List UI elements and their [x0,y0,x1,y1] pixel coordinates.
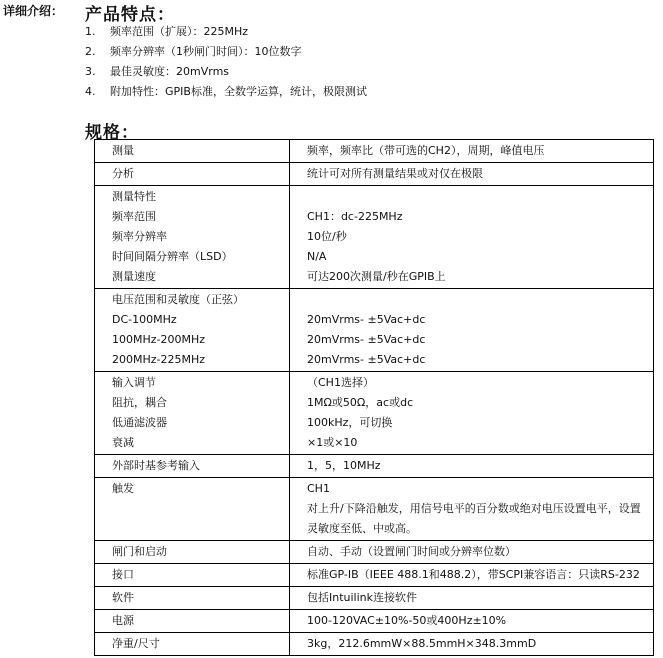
spec-value-cell [290,163,654,186]
spec-value: 100-120VAC±10%-50或400Hz±10% [307,614,507,627]
spec-label-cell [95,163,290,186]
features-list [85,22,367,102]
feature-item [85,82,367,102]
spec-label: 低通滤波器 [112,416,167,429]
spec-row [95,478,654,541]
feature-item [85,62,367,82]
spec-value: 10位/秒 [307,230,347,243]
feature-text: 频率范围（扩展）：225MHz [110,25,249,38]
spec-value-cell [290,478,654,541]
spec-label-cell [95,478,290,541]
spec-label-cell [95,633,290,656]
spec-row [95,633,654,656]
spec-label: 触发 [112,482,134,495]
spec-value: 可达200次测量/秒在GPIB上 [307,270,446,283]
spec-label: 200MHz-225MHz [112,353,206,366]
spec-label: 接口 [112,568,134,581]
spec-label-cell [95,186,290,289]
spec-table [94,139,654,656]
spec-row [95,610,654,633]
features-title: 产品特点： [85,5,175,25]
spec-row [95,289,654,372]
spec-value: 100kHz，可切换 [307,416,393,429]
spec-row [95,186,654,289]
spec-label: 净重/尺寸 [112,637,160,650]
spec-value-cell [290,289,654,372]
spec-value-cell [290,633,654,656]
spec-value: 标准GP-IB（IEEE 488.1和488.2），带SCPI兼容语言：只读RS-232 [307,568,640,581]
feature-text: 附加特性：GPIB标准，全数学运算，统计，极限测试 [110,85,367,98]
spec-label-cell [95,289,290,372]
spec-label: 软件 [112,591,134,604]
spec-value: 频率，频率比（带可选的CH2），周期，峰值电压 [307,144,545,157]
spec-row [95,587,654,610]
spec-label: 分析 [112,167,134,180]
spec-label: 频率分辨率 [112,230,167,243]
spec-value: N/A [307,250,327,263]
spec-label: 衰减 [112,436,134,449]
spec-value: 1MΩ或50Ω，ac或dc [307,396,414,409]
spec-label: 电源 [112,614,134,627]
spec-value-cell [290,541,654,564]
spec-title: 规格： [85,123,139,143]
spec-value [307,290,653,310]
spec-value-cell [290,587,654,610]
spec-value-cell [290,372,654,455]
feature-number: 1. [85,25,96,38]
spec-row [95,455,654,478]
spec-value [307,187,653,207]
spec-value-cell [290,610,654,633]
spec-label: 外部时基参考输入 [112,459,200,472]
spec-label: 电压范围和灵敏度（正弦） [112,293,244,306]
spec-label: 测量特性 [112,190,156,203]
spec-value-cell [290,564,654,587]
spec-value: 20mVrms- ±5Vac+dc [307,313,426,326]
spec-value: CH1 [307,482,330,495]
feature-number: 3. [85,65,96,78]
spec-label-cell [95,587,290,610]
spec-label-cell [95,140,290,163]
spec-value-cell [290,455,654,478]
detail-label: 详细介绍： [3,4,64,18]
spec-row [95,372,654,455]
spec-value: 1，5，10MHz [307,459,381,472]
spec-label: 100MHz-200MHz [112,333,206,346]
spec-label: 时间间隔分辨率（LSD） [112,250,233,263]
spec-label: 输入调节 [112,376,156,389]
spec-value: 20mVrms- ±5Vac+dc [307,333,426,346]
spec-value: 20mVrms- ±5Vac+dc [307,353,426,366]
spec-value: CH1：dc-225MHz [307,210,403,223]
spec-value: ×1或×10 [307,436,358,449]
spec-row [95,541,654,564]
spec-label: 阻抗，耦合 [112,396,167,409]
feature-text: 最佳灵敏度：20mVrms [110,65,230,78]
spec-row [95,163,654,186]
spec-value: 自动、手动（设置闸门时间或分辨率位数） [307,545,516,558]
feature-number: 4. [85,85,96,98]
spec-row [95,564,654,587]
spec-value: 包括Intuilink连接软件 [307,591,418,604]
feature-item [85,22,367,42]
spec-value: （CH1选择） [307,376,374,389]
spec-label: DC-100MHz [112,313,177,326]
spec-value: 对上升/下降沿触发，用信号电平的百分数或绝对电压设置电平，设置灵敏度至低、中或高。 [307,502,641,535]
spec-value: 统计可对所有测量结果或对仅在极限 [307,167,483,180]
spec-label-cell [95,564,290,587]
spec-label-cell [95,455,290,478]
spec-value: 3kg，212.6mmW×88.5mmH×348.3mmD [307,637,537,650]
spec-label: 闸门和启动 [112,545,167,558]
spec-label-cell [95,541,290,564]
spec-value-cell [290,186,654,289]
spec-label: 测量速度 [112,270,156,283]
spec-label: 测量 [112,144,134,157]
spec-label-cell [95,610,290,633]
spec-row [95,140,654,163]
feature-text: 频率分辨率（1秒闸门时间）：10位数字 [110,45,302,58]
feature-number: 2. [85,45,96,58]
spec-label-cell [95,372,290,455]
feature-item [85,42,367,62]
spec-label: 频率范围 [112,210,156,223]
spec-value-cell [290,140,654,163]
